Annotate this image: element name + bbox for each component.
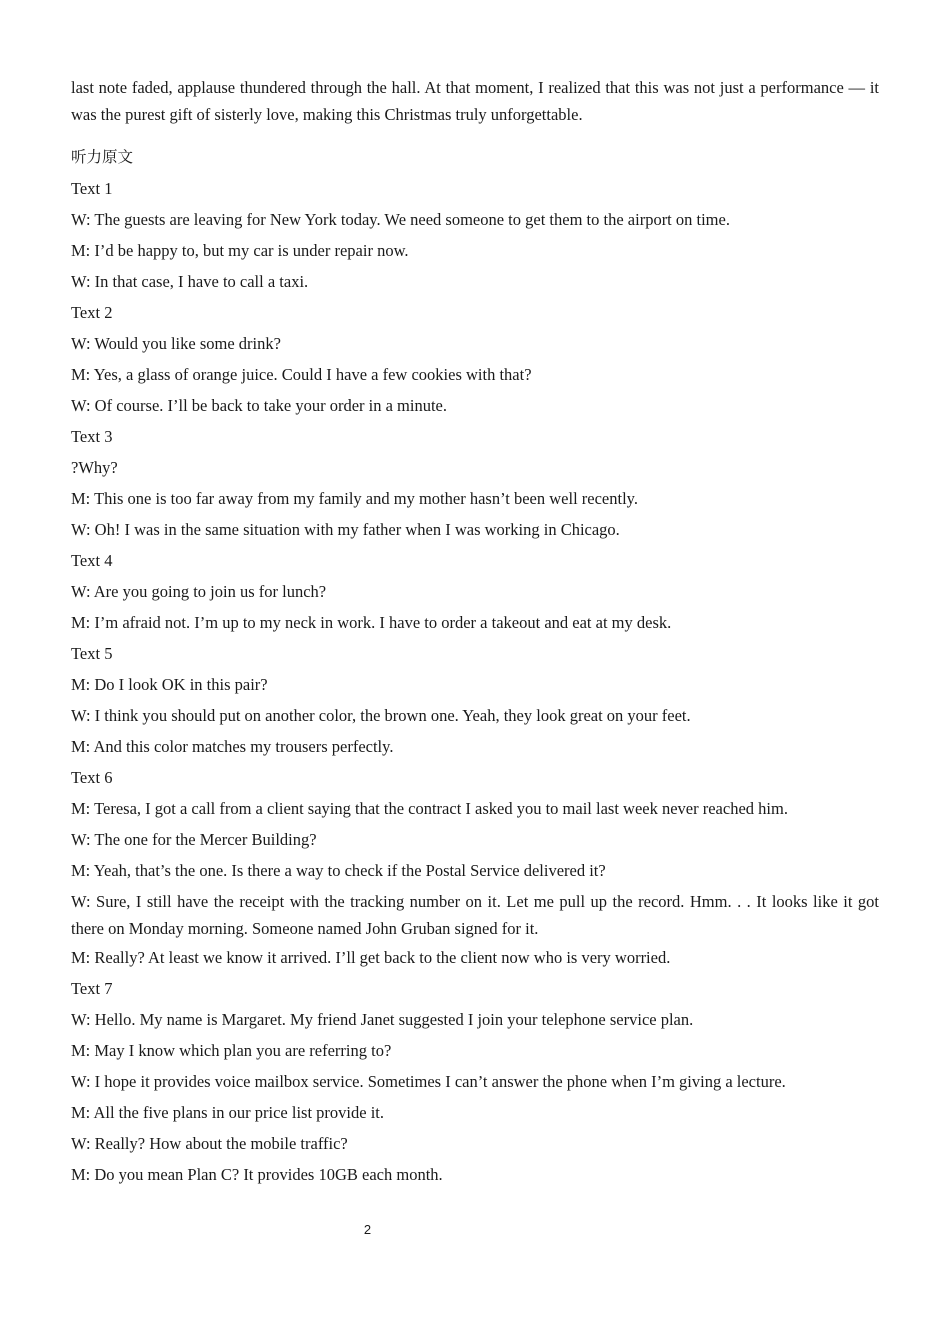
transcript-line: W: In that case, I have to call a taxi. bbox=[71, 272, 309, 291]
transcript-line: W: Really? How about the mobile traffic? bbox=[71, 1134, 348, 1153]
transcript-line: M: Do I look OK in this pair? bbox=[71, 675, 268, 694]
transcript-line: M: I’d be happy to, but my car is under repair now. bbox=[71, 241, 409, 260]
transcript-line: M: Teresa, I got a call from a client saying that the contract I asked you to mail last week never reached him. bbox=[71, 799, 788, 818]
document-page bbox=[71, 74, 879, 1190]
text-7-heading: Text 7 bbox=[71, 979, 113, 998]
transcript-line: M: Yes, a glass of orange juice. Could I have a few cookies with that? bbox=[71, 365, 532, 384]
page-number: 2 bbox=[363, 1222, 372, 1237]
text-6-heading: Text 6 bbox=[71, 768, 113, 787]
text-2-heading: Text 2 bbox=[71, 303, 113, 322]
transcript-lines bbox=[71, 173, 879, 886]
transcript-line: M: Really? At least we know it arrived. I’ll get back to the client now who is very worried. bbox=[71, 948, 671, 967]
transcript-line: M: Do you mean Plan C? It provides 10GB each month. bbox=[71, 1165, 443, 1184]
transcript-lines-continued bbox=[71, 942, 879, 1190]
transcript-line: W: The one for the Mercer Building? bbox=[71, 830, 317, 849]
transcript-line: M: This one is too far away from my family and my mother hasn’t been well recently. bbox=[71, 489, 638, 508]
transcript-line: W: Oh! I was in the same situation with my father when I was working in Chicago. bbox=[71, 520, 620, 539]
transcript-line: M: I’m afraid not. I’m up to my neck in work. I have to order a takeout and eat at my desk. bbox=[71, 613, 672, 632]
transcript-line: M: May I know which plan you are referring to? bbox=[71, 1041, 392, 1060]
transcript-line: M: And this color matches my trousers perfectly. bbox=[71, 737, 394, 756]
wrapped-transcript-paragraph: W: Sure, I still have the receipt with the tracking number on it. Let me pull up the record. Hmm. . . It looks like it got there on Monday morning. Someone named John Gruban signed for it. bbox=[71, 892, 879, 938]
transcript-line: W: Of course. I’ll be back to take your order in a minute. bbox=[71, 396, 448, 415]
transcript-line: W: I hope it provides voice mailbox service. Sometimes I can’t answer the phone when I’m giving a lecture. bbox=[71, 1072, 786, 1091]
transcript-line: M: Yeah, that’s the one. Is there a way to check if the Postal Service delivered it? bbox=[71, 861, 606, 880]
transcript-line: W: I think you should put on another color, the brown one. Yeah, they look great on your feet. bbox=[71, 706, 691, 725]
text-1-heading: Text 1 bbox=[71, 179, 113, 198]
text-3-heading: Text 3 bbox=[71, 427, 113, 446]
section-title: 听力原文 bbox=[71, 148, 134, 166]
text-4-heading: Text 4 bbox=[71, 551, 113, 570]
intro-paragraph: last note faded, applause thundered through the hall. At that moment, I realized that this was not just a performance — it was the purest gift of sisterly love, making this Christmas truly unforgettable. bbox=[71, 78, 879, 124]
transcript-line: M: All the five plans in our price list provide it. bbox=[71, 1103, 384, 1122]
transcript-line: W: The guests are leaving for New York today. We need someone to get them to the airport on time. bbox=[71, 210, 730, 229]
text-5-heading: Text 5 bbox=[71, 644, 113, 663]
transcript-line: W: Hello. My name is Margaret. My friend Janet suggested I join your telephone service plan. bbox=[71, 1010, 694, 1029]
transcript-line: W: Would you like some drink? bbox=[71, 334, 281, 353]
transcript-line: W: Are you going to join us for lunch? bbox=[71, 582, 327, 601]
transcript-line: ?Why? bbox=[71, 458, 118, 477]
